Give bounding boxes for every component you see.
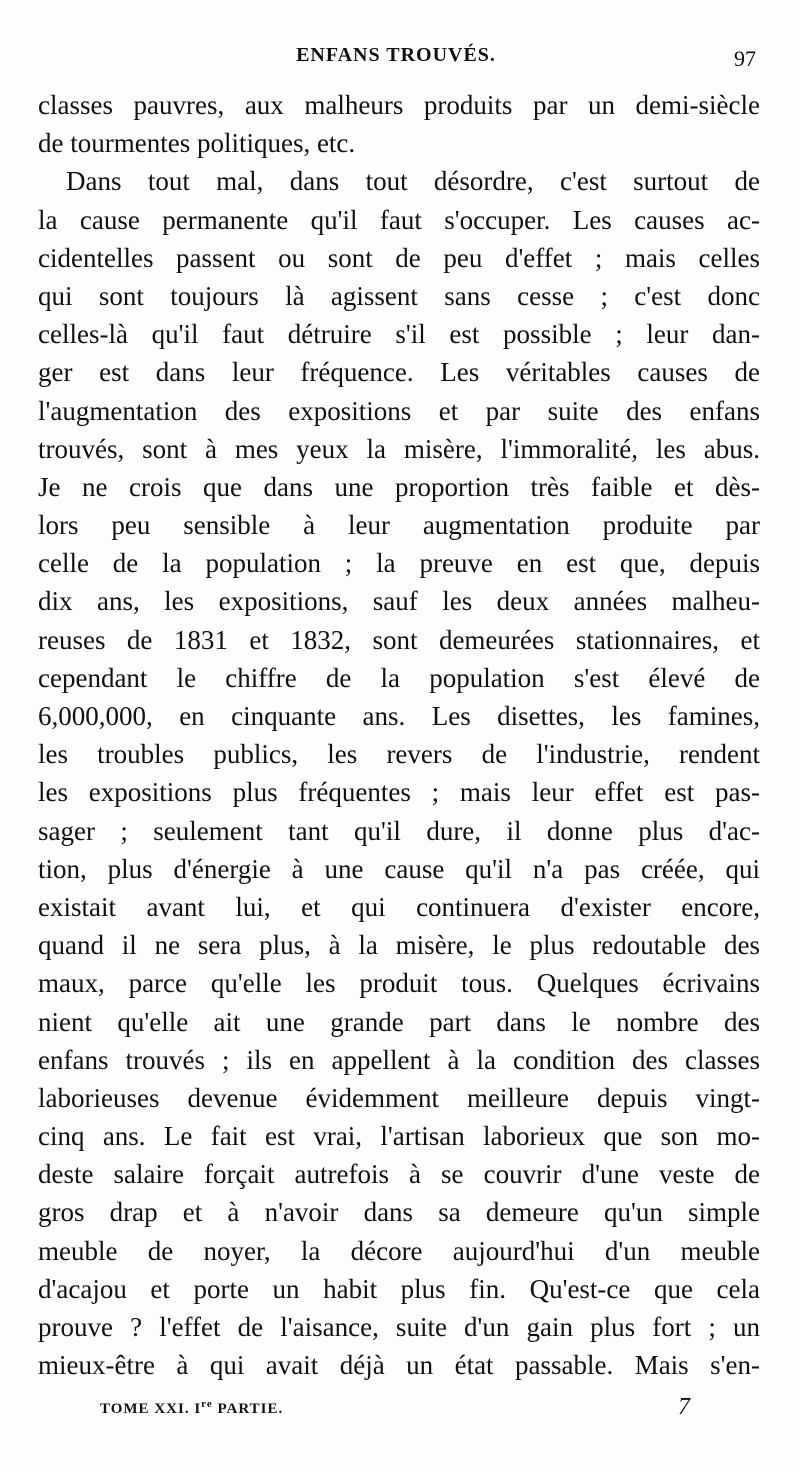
body-text [38, 86, 760, 1384]
text-line: quand il ne sera plus, à la misère, le plus redoutable des [38, 930, 760, 961]
text-line: enfans trouvés ; ils en appellent à la condition des classes [38, 1044, 760, 1075]
signature-number: 7 [678, 1394, 690, 1420]
text-line: tion, plus d'énergie à une cause qu'il n'a pas créée, qui [38, 853, 760, 884]
text-line: laborieuses devenue évidemment meilleure depuis vingt- [38, 1082, 760, 1113]
text-line: classes pauvres, aux malheurs produits par un demi-siècle [38, 90, 760, 120]
text-line: dix ans, les expositions, sauf les deux années malheu- [38, 586, 760, 617]
text-line: 6,000,000, en cinquante ans. Les disettes, les famines, [38, 701, 760, 731]
text-line: Je ne crois que dans une proportion très faible et dès- [38, 471, 760, 502]
running-head: ENFANS TROUVÉS. [296, 44, 496, 66]
text-line: de tourmentes politiques, etc. [38, 128, 356, 159]
text-line: nient qu'elle ait une grande part dans le nombre des [38, 1006, 760, 1037]
page-header [36, 44, 756, 76]
page-footer [100, 1394, 700, 1424]
text-line: cependant le chiffre de la population s'est élevé de [38, 662, 760, 693]
text-line: maux, parce qu'elle les produit tous. Quelques écrivains [38, 968, 760, 999]
text-line: trouvés, sont à mes yeux la misère, l'immoralité, les abus. [38, 433, 760, 464]
text-line: ger est dans leur fréquence. Les véritables causes de [38, 357, 760, 388]
text-line: existait avant lui, et qui continuera d'exister encore, [38, 891, 760, 922]
text-line: la cause permanente qu'il faut s'occuper. Les causes ac- [38, 204, 760, 235]
text-line: deste salaire forçait autrefois à se couvrir d'une veste de [38, 1159, 760, 1190]
text-line: sager ; seulement tant qu'il dure, il donne plus d'ac- [38, 815, 760, 846]
text-line: reuses de 1831 et 1832, sont demeurées stationnaires, et [38, 624, 760, 655]
signature-prefix: TOME XXI. I [100, 1401, 202, 1417]
text-line: meuble de noyer, la décore aujourd'hui d'un meuble [38, 1235, 760, 1266]
text-line: les troubles publics, les revers de l'industrie, rendent [38, 739, 760, 770]
text-line: les expositions plus fréquentes ; mais leur effet est pas- [38, 777, 760, 808]
signature-suffix: PARTIE. [212, 1401, 284, 1417]
text-line: d'acajou et porte un habit plus fin. Qu'est-ce que cela [38, 1273, 760, 1304]
text-line: Dans tout mal, dans tout désordre, c'est surtout de [66, 166, 760, 197]
text-line: l'augmentation des expositions et par suite des enfans [38, 395, 760, 426]
text-line: lors peu sensible à leur augmentation produite par [38, 510, 760, 541]
signature-mark [100, 1398, 283, 1418]
text-line: prouve ? l'effet de l'aisance, suite d'un gain plus fort ; un [38, 1312, 760, 1342]
text-line: celle de la population ; la preuve en est que, depuis [38, 548, 760, 579]
signature-superscript: re [201, 1398, 213, 1410]
text-line: cidentelles passent ou sont de peu d'effet ; mais celles [38, 242, 760, 273]
text-line: cinq ans. Le fait est vrai, l'artisan laborieux que son mo- [38, 1121, 760, 1152]
text-line: qui sont toujours là agissent sans cesse ; c'est donc [38, 280, 760, 311]
text-line: gros drap et à n'avoir dans sa demeure qu'un simple [38, 1197, 760, 1228]
text-line: mieux-être à qui avait déjà un état passable. Mais s'en- [38, 1350, 760, 1381]
text-line: celles-là qu'il faut détruire s'il est possible ; leur dan- [38, 319, 760, 350]
page-number: 97 [734, 46, 756, 71]
